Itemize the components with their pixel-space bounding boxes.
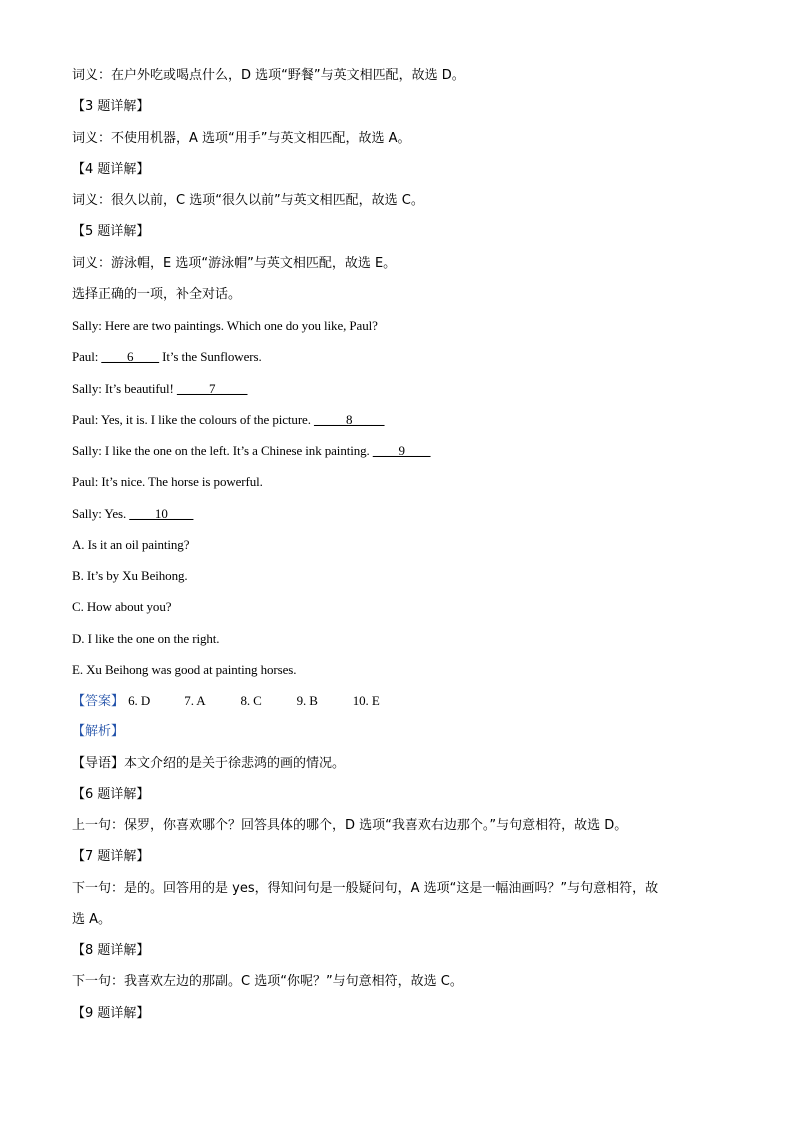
analysis-label: 【解析】 (72, 724, 125, 739)
heading-q8-detail: 【8 题详解】 (72, 943, 150, 958)
answer-label: 【答案】 (72, 694, 125, 709)
heading-q4-detail: 【4 题详解】 (72, 162, 150, 177)
paragraph-q7-explanation-line1: 下一句：是的。回答用的是 yes，得知问句是一般疑问句，A 选项“这是一幅油画吗？”与句意相符，故 (72, 881, 659, 896)
answer-10: 10. E (352, 693, 380, 708)
answer-6: 6. D (128, 693, 151, 708)
heading-q9-detail: 【9 题详解】 (72, 1006, 150, 1021)
option-d: D. I like the one on the right. (72, 631, 220, 646)
heading-q6-detail: 【6 题详解】 (72, 787, 150, 802)
dialogue-line-5 (72, 443, 430, 459)
blank-8: _____8_____ (314, 412, 385, 427)
option-a: A. Is it an oil painting? (72, 537, 190, 552)
dialogue-text: It’s the Sunflowers. (158, 349, 262, 364)
option-b: B. It’s by Xu Beihong. (72, 568, 188, 583)
answer-line (72, 693, 380, 710)
paragraph-q5-explanation: 词义：游泳帽，E 选项“游泳帽”与英文相匹配，故选 E。 (72, 256, 397, 271)
analysis-intro: 【导语】本文介绍的是关于徐悲鸿的画的情况。 (72, 756, 346, 771)
dialogue-line-3 (72, 381, 247, 397)
dialogue-text: Sally: I like the one on the left. It’s a Chinese ink painting. (72, 443, 373, 458)
dialogue-line-6: Paul: It’s nice. The horse is powerful. (72, 474, 263, 489)
answer-7: 7. A (184, 693, 206, 708)
dialogue-line-2 (72, 349, 262, 365)
dialogue-text: Paul: Yes, it is. I like the colours of the picture. (72, 412, 315, 427)
paragraph-q6-explanation: 上一句：保罗，你喜欢哪个？回答具体的哪个，D 选项“我喜欢右边那个。”与句意相符，故选 D。 (72, 818, 628, 833)
blank-9: ____9____ (372, 443, 431, 458)
blank-10: ____10____ (129, 506, 194, 521)
blank-7: _____7_____ (176, 381, 248, 396)
dialogue-line-4 (72, 412, 384, 428)
option-e: E. Xu Beihong was good at painting horses. (72, 662, 297, 677)
dialogue-line-1: Sally: Here are two paintings. Which one do you like, Paul? (72, 318, 378, 333)
paragraph-q8-explanation: 下一句：我喜欢左边的那副。C 选项“你呢？”与句意相符，故选 C。 (72, 974, 463, 989)
dialogue-text: Sally: Yes. (72, 506, 130, 521)
heading-q7-detail: 【7 题详解】 (72, 849, 150, 864)
heading-q3-detail: 【3 题详解】 (72, 99, 150, 114)
heading-q5-detail: 【5 题详解】 (72, 224, 150, 239)
answer-9: 9. B (296, 693, 318, 708)
blank-6: ____6____ (101, 349, 159, 364)
paragraph-q3-explanation: 词义：不使用机器，A 选项“用手”与英文相匹配，故选 A。 (72, 131, 411, 146)
paragraph-q2-explanation: 词义：在户外吃或喝点什么，D 选项“野餐”与英文相匹配，故选 D。 (72, 68, 465, 83)
dialogue-line-7 (72, 506, 193, 522)
paragraph-q7-explanation-line2: 选 A。 (72, 912, 112, 927)
option-c: C. How about you? (72, 599, 172, 614)
answer-8: 8. C (240, 693, 262, 708)
dialogue-speaker-text: Paul: (72, 349, 102, 364)
section-instruction: 选择正确的一项，补全对话。 (72, 287, 242, 302)
dialogue-text: Sally: It’s beautiful! (72, 381, 177, 396)
paragraph-q4-explanation: 词义：很久以前，C 选项“很久以前”与英文相匹配，故选 C。 (72, 193, 424, 208)
